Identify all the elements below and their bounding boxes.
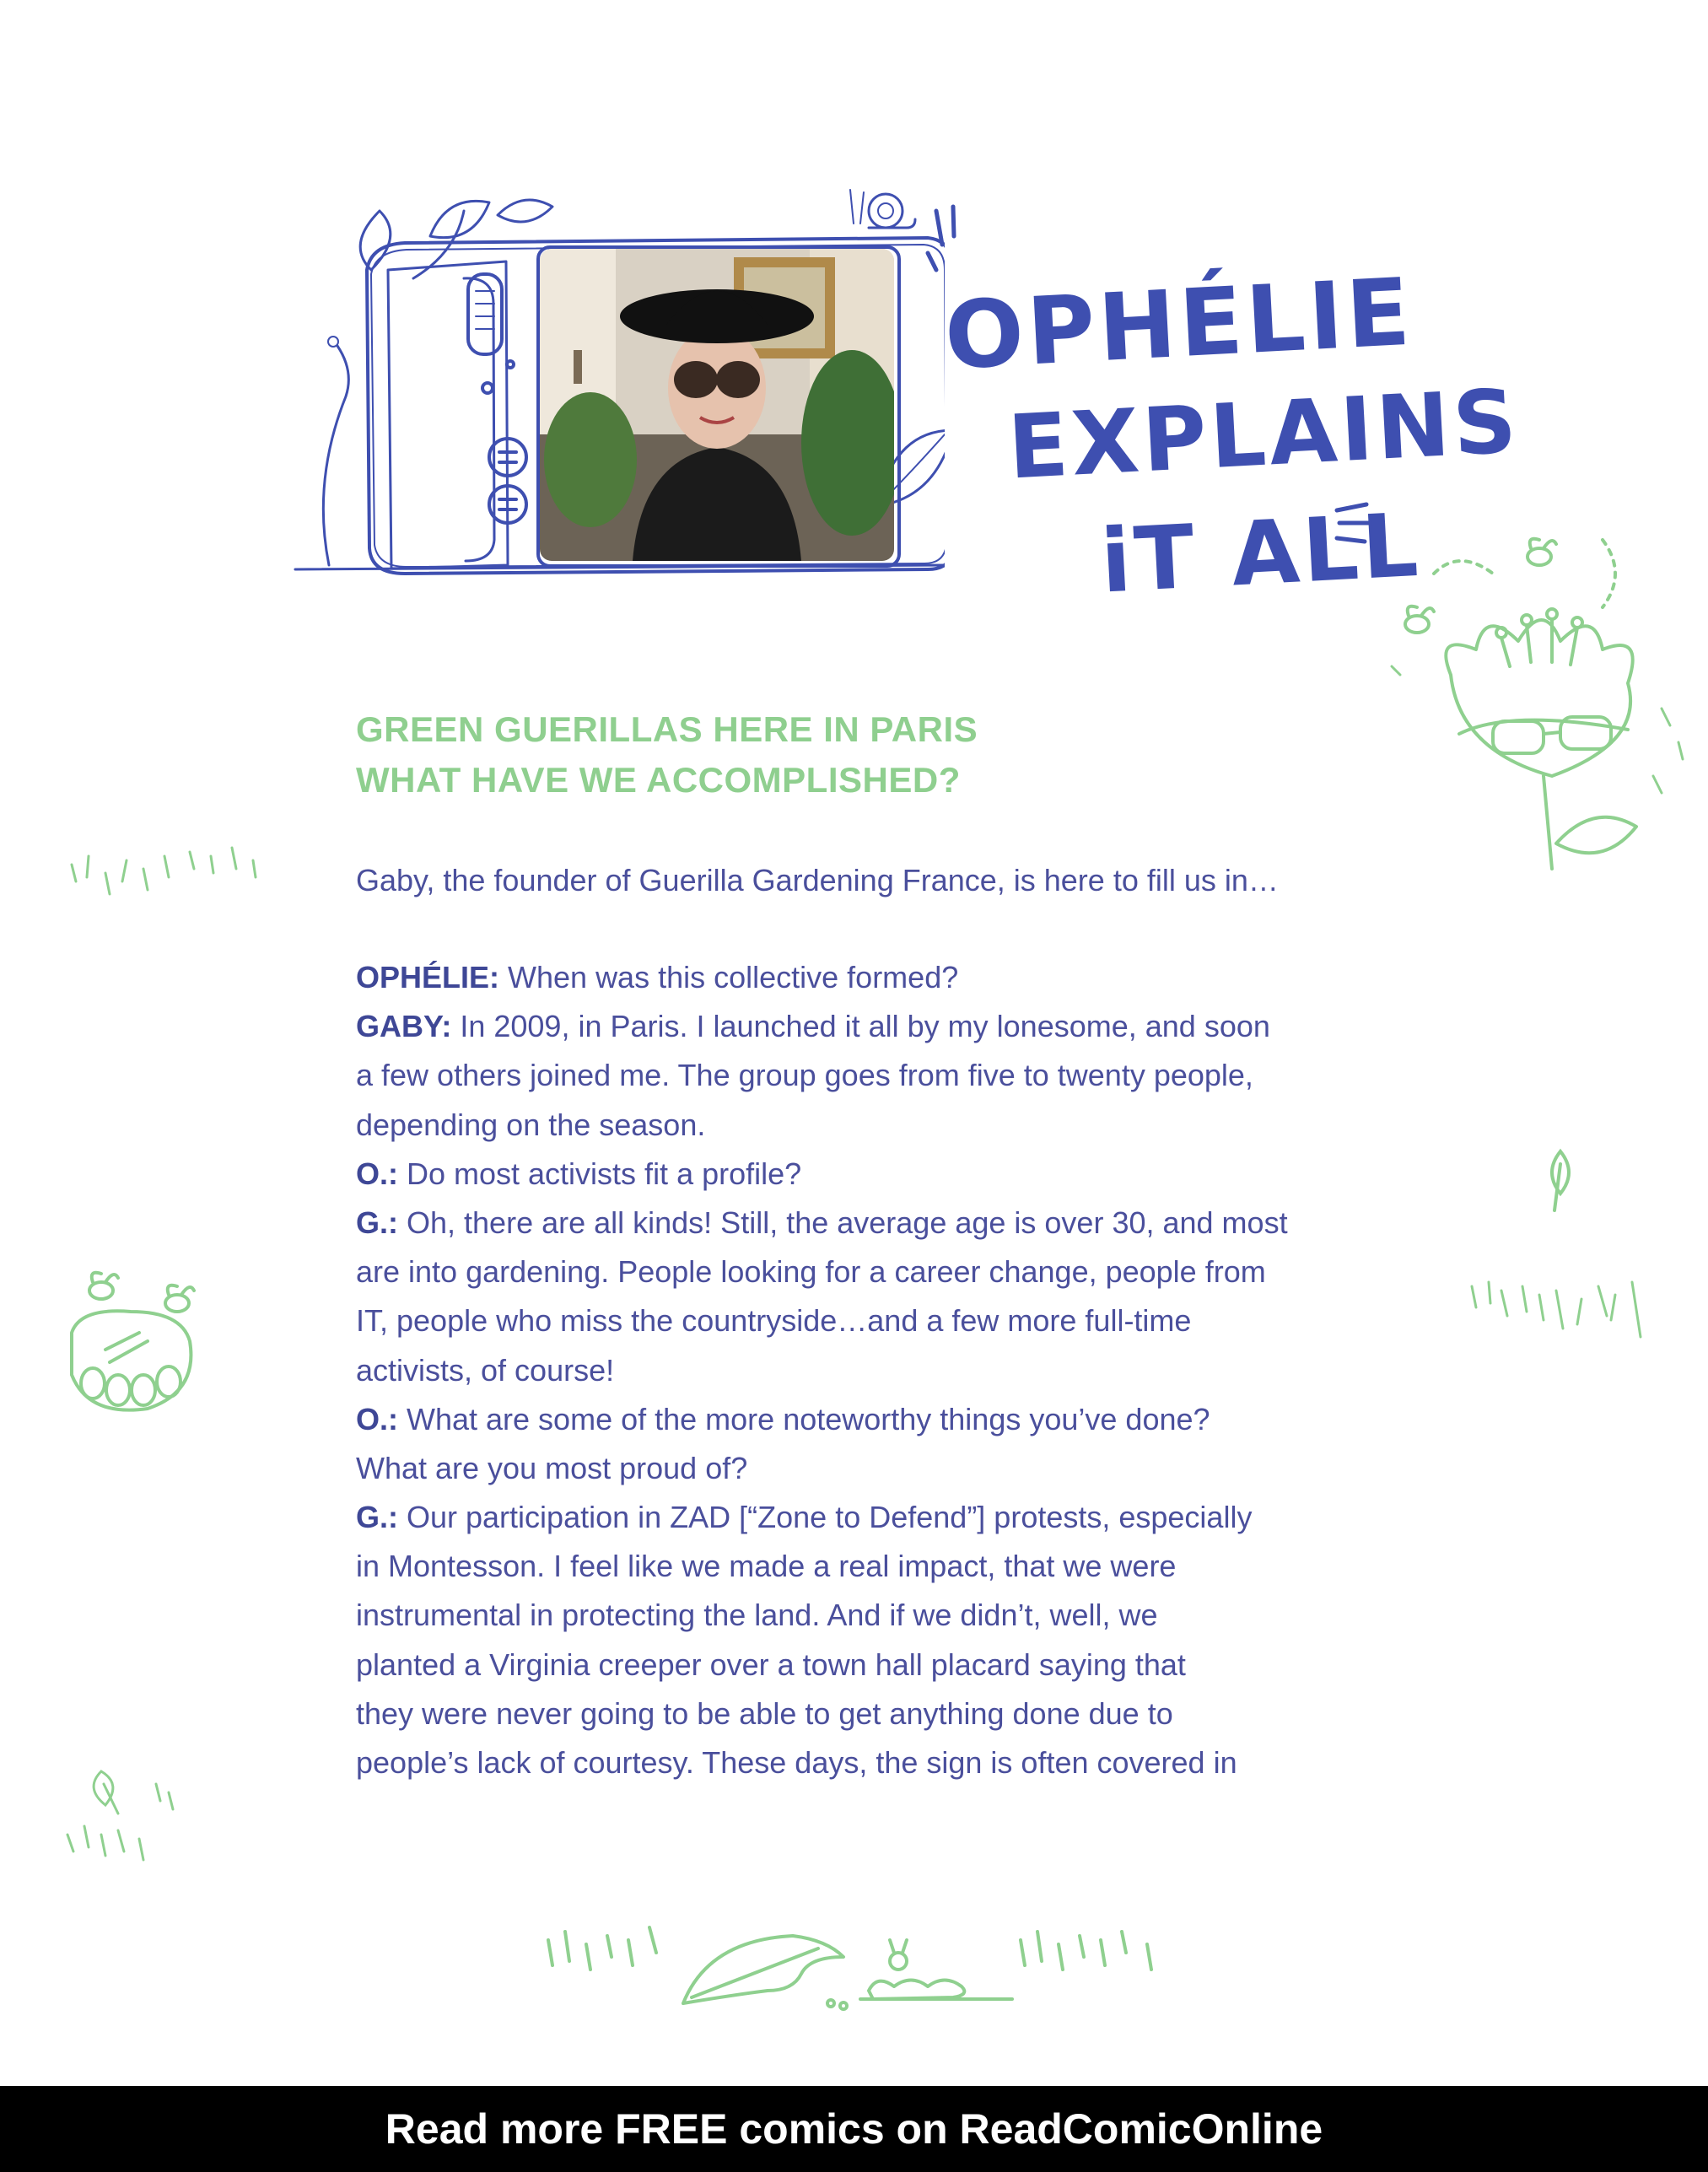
line-text: When was this collective formed?: [499, 960, 959, 994]
interview-line: [356, 1002, 1368, 1051]
interview-line: [356, 1493, 1368, 1542]
speaker-label: GABY:: [356, 1009, 452, 1044]
interview-line: [356, 1150, 1368, 1199]
line-text: depending on the season.: [356, 1107, 706, 1142]
interview-line: [356, 1395, 1368, 1444]
grass-doodle-icon: [63, 839, 274, 907]
interview-line: [356, 1641, 1368, 1690]
speaker-label: O.:: [356, 1401, 398, 1436]
interview-text: [356, 953, 1368, 1787]
leaf-and-grass-icon: [63, 1767, 190, 1868]
flower-with-sunglasses-icon: [1383, 523, 1704, 894]
interview-line: [356, 1346, 1368, 1395]
grass-doodle-icon: [1463, 1269, 1649, 1345]
title-line-3: iT ALL: [1098, 493, 1424, 613]
interview-line: [356, 1248, 1368, 1296]
line-text: instrumental in protecting the land. And if we didn’t, well, we: [356, 1598, 1158, 1633]
heading-line: GREEN GUERILLAS HERE IN PARIS: [356, 709, 978, 749]
emphasis-marks-icon: [1333, 498, 1375, 548]
tv-photo-frame: [536, 245, 901, 568]
line-text: What are some of the more noteworthy things you’ve done?: [398, 1401, 1210, 1436]
line-text: In 2009, in Paris. I launched it all by my lonesome, and soon: [451, 1009, 1270, 1044]
leaf-and-caterpillar-icon: [540, 1906, 1181, 2016]
interview-line: [356, 1051, 1368, 1100]
interview-line: [356, 1738, 1368, 1787]
line-text: Do most activists fit a profile?: [398, 1156, 802, 1191]
line-text: IT, people who miss the countryside…and a few more full-time: [356, 1303, 1192, 1339]
article-heading: [356, 704, 1115, 806]
leaf-icon: [1539, 1147, 1581, 1215]
line-text: people’s lack of courtesy. These days, the sign is often covered in: [356, 1745, 1237, 1780]
line-text: planted a Virginia creeper over a town hall placard saying that: [356, 1647, 1186, 1682]
speaker-label: O.:: [356, 1156, 398, 1191]
line-text: are into gardening. People looking for a career change, people from: [356, 1254, 1266, 1290]
speaker-label: G.:: [356, 1205, 398, 1240]
page-title: [928, 253, 1522, 613]
line-text: Oh, there are all kinds! Still, the average age is over 30, and most: [398, 1205, 1288, 1240]
interview-line: [356, 1101, 1368, 1150]
beehive-basket-icon: [55, 1265, 207, 1426]
speaker-label: OPHÉLIE:: [356, 960, 500, 994]
line-text: Our participation in ZAD [“Zone to Defend”] protests, especially: [398, 1500, 1253, 1535]
emphasis-marks-icon: [924, 202, 966, 278]
interview-line: [356, 1444, 1368, 1493]
title-line-2: EXPLAINS: [1005, 369, 1522, 499]
line-text: they were never going to be able to get anything done due to: [356, 1695, 1173, 1731]
interview-line: [356, 1542, 1368, 1591]
interview-line: [356, 1296, 1368, 1345]
line-text: activists, of course!: [356, 1352, 615, 1388]
interview-line: [356, 1690, 1368, 1738]
line-text: in Montesson. I feel like we made a real impact, that we were: [356, 1549, 1177, 1584]
line-text: What are you most proud of?: [356, 1450, 748, 1485]
interview-line: [356, 953, 1368, 1002]
footer-promo-link[interactable]: Read more FREE comics on ReadComicOnline: [385, 2105, 1323, 2153]
interview-line: [356, 1591, 1368, 1640]
title-line-1: OPHÉLIE: [942, 257, 1416, 391]
interview-line: [356, 1199, 1368, 1248]
heading-line: WHAT HAVE WE ACCOMPLISHED?: [356, 760, 961, 800]
intro-paragraph: Gaby, the founder of Guerilla Gardening France, is here to fill us in…: [356, 863, 1279, 897]
line-text: a few others joined me. The group goes from five to twenty people,: [356, 1058, 1253, 1093]
speaker-label: G.:: [356, 1500, 398, 1535]
